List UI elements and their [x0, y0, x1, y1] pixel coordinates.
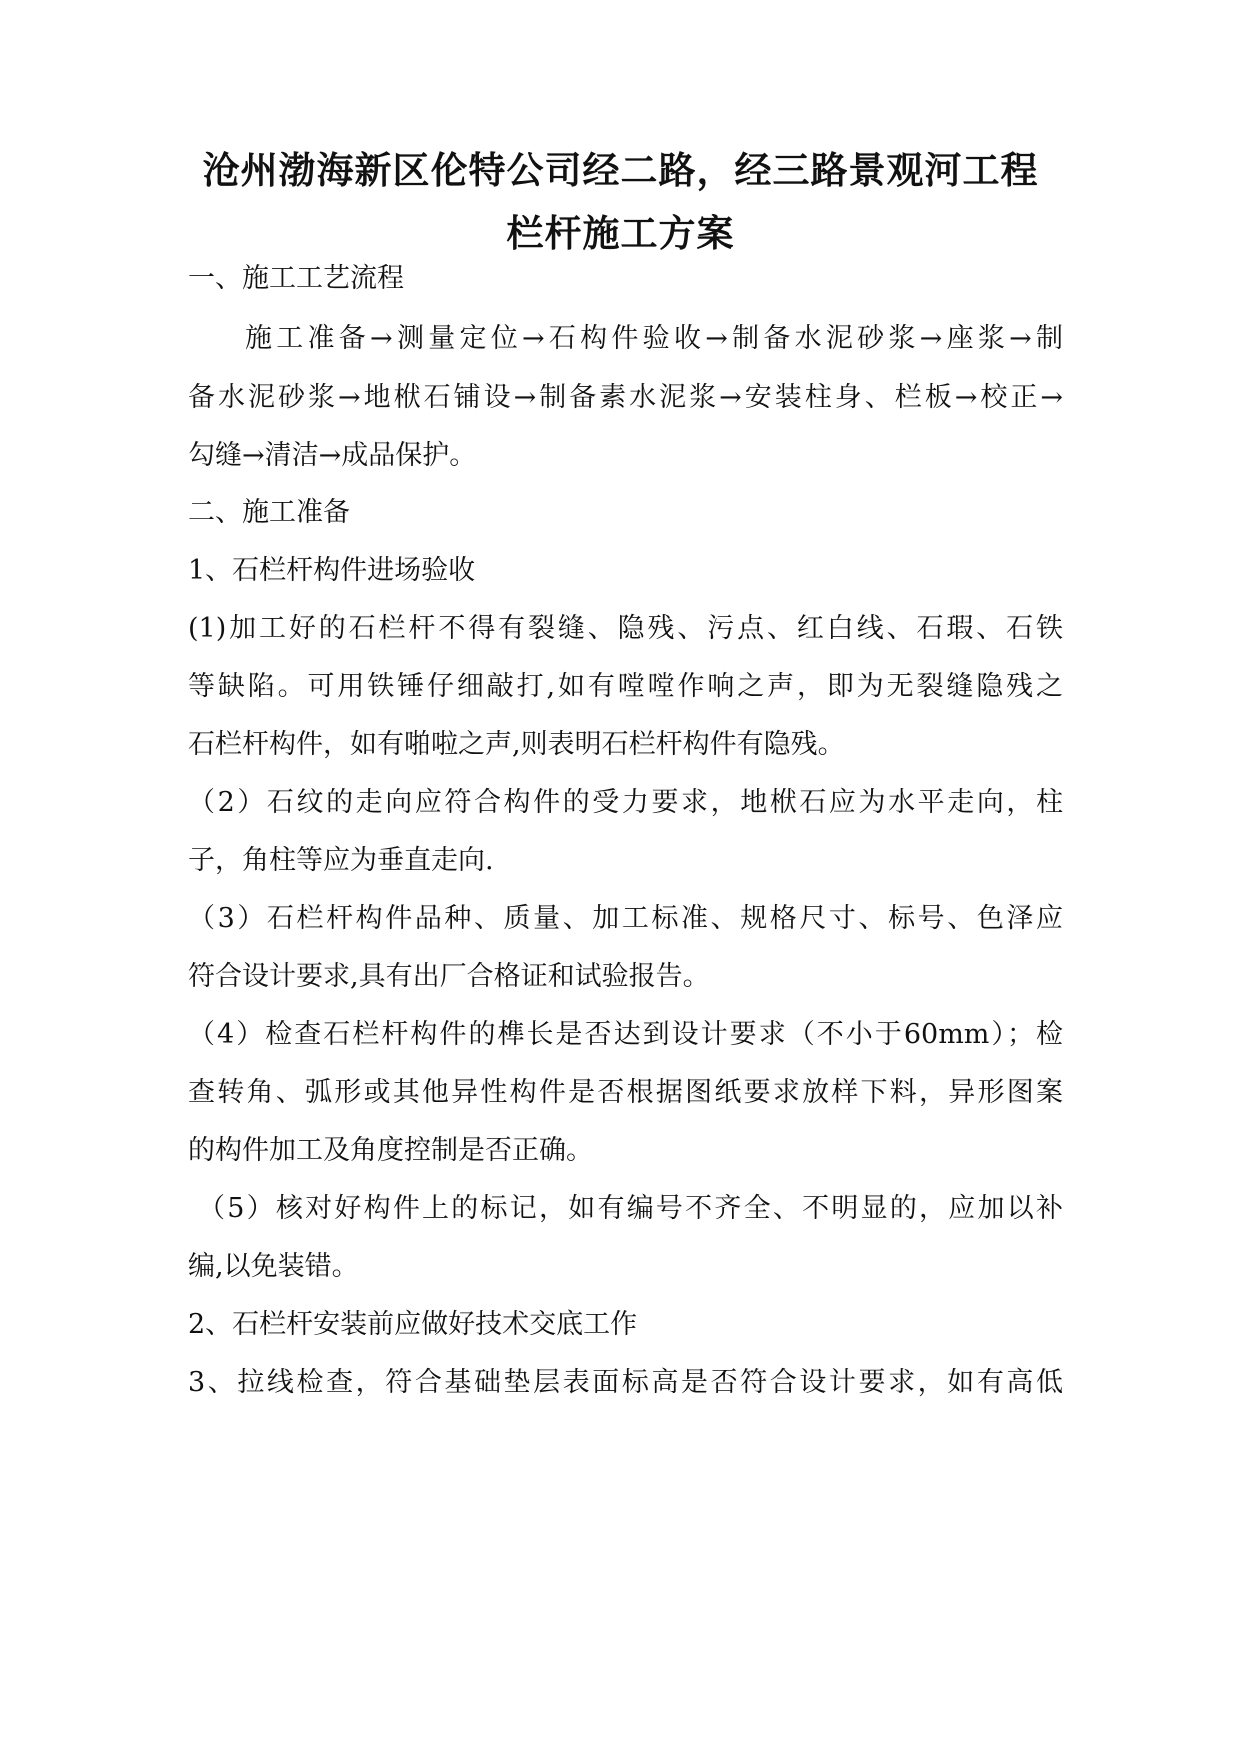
paragraph-line: 施工准备→测量定位→石构件验收→制备水泥砂浆→座浆→制 — [245, 323, 1063, 354]
document-title-line-2: 栏杆施工方案 — [506, 212, 735, 255]
paragraph-line: 符合设计要求,具有出厂合格证和试验报告。 — [188, 961, 710, 992]
paragraph-line: 子，角柱等应为垂直走向. — [188, 845, 494, 876]
paragraph-line: （2）石纹的走向应符合构件的受力要求，地栿石应为水平走向，柱 — [188, 787, 1063, 818]
paragraph-line: 3、拉线检查，符合基础垫层表面标高是否符合设计要求，如有高低 — [188, 1367, 1063, 1398]
paragraph-line: 石栏杆构件，如有啪啦之声,则表明石栏杆构件有隐残。 — [188, 729, 845, 760]
paragraph-line: （4）检查石栏杆构件的榫长是否达到设计要求（不小于60mm）；检 — [188, 1019, 1063, 1050]
paragraph-line: （5）核对好构件上的标记，如有编号不齐全、不明显的，应加以补 — [198, 1193, 1063, 1224]
paragraph-line: 勾缝→清洁→成品保护。 — [188, 440, 477, 471]
subsection-heading: 1、石栏杆构件进场验收 — [188, 555, 476, 586]
section-heading-2: 二、施工准备 — [188, 497, 350, 528]
paragraph-line: 等缺陷。可用铁锤仔细敲打,如有嘡嘡作响之声，即为无裂缝隐残之 — [188, 671, 1063, 702]
paragraph-line: (1)加工好的石栏杆不得有裂缝、隐残、污点、红白线、石瑕、石铁 — [188, 613, 1063, 644]
paragraph-line: 的构件加工及角度控制是否正确。 — [188, 1135, 593, 1166]
paragraph-line: （3）石栏杆构件品种、质量、加工标准、规格尺寸、标号、色泽应 — [188, 903, 1063, 934]
paragraph-line: 编,以免装错。 — [188, 1251, 359, 1282]
paragraph-line: 查转角、弧形或其他异性构件是否根据图纸要求放样下料，异形图案 — [188, 1077, 1063, 1108]
subsection-heading: 2、石栏杆安装前应做好技术交底工作 — [188, 1309, 638, 1340]
section-heading-1: 一、施工工艺流程 — [188, 263, 404, 294]
paragraph-line: 备水泥砂浆→地栿石铺设→制备素水泥浆→安装柱身、栏板→校正→ — [188, 382, 1063, 413]
document-title-line-1: 沧州渤海新区伦特公司经二路，经三路景观河工程 — [202, 149, 1039, 192]
